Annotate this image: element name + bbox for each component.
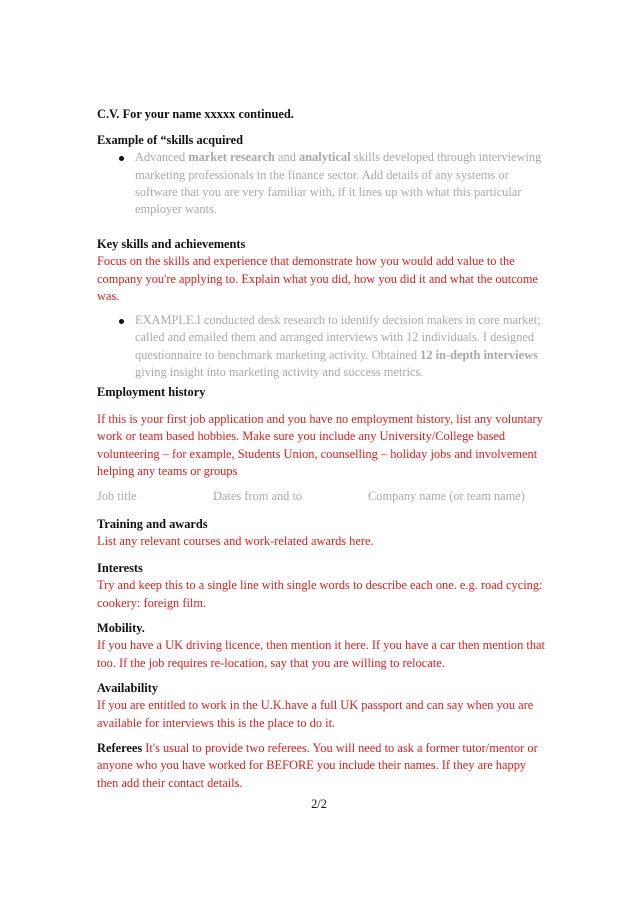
key-skills-instructions: Focus on the skills and experience that demonstrate how you would add value to the company you're applying to. Explain what you did, how you did it and what the outcome was.	[97, 254, 538, 303]
interests-section	[97, 560, 547, 612]
key-skills-bullet	[97, 312, 547, 381]
employment-instructions: If this is your first job application and you have no employment history, list any voluntary work or team based hobbies. Make sure you include any University/College based volunteering – for example, Students Union, counselling – holiday jobs and involvement helping any teams or groups	[97, 412, 543, 478]
skills-example-bullet	[97, 149, 547, 218]
availability-text: If you are entitled to work in the U.K.have a full UK passport and can say when you are available for interviews this is the place to do it.	[97, 698, 534, 730]
bullet-text: giving insight into marketing activity and success metrics.	[135, 364, 424, 379]
bullet-bold-text: 12 in-depth interviews	[420, 347, 538, 362]
skills-example-section	[97, 132, 547, 218]
key-skills-example	[97, 312, 547, 381]
interests-heading: Interests	[97, 561, 143, 575]
company-column: Company name (or team name)	[368, 489, 525, 503]
referees-heading: Referees	[97, 741, 143, 755]
page-title: C.V. For your name xxxxx continued.	[97, 107, 294, 121]
bullet-dot-icon	[119, 319, 124, 324]
training-section	[97, 516, 547, 551]
bullet-text: skills developed through interviewing marketing professionals in the finance sector. Add details of any systems or software that you are very familiar with, if it lines up with what this particular employer wants.	[135, 150, 542, 217]
bullet-text: Advanced	[135, 150, 189, 165]
training-heading: Training and awards	[97, 517, 208, 531]
skills-example-heading: Example of “skills acquired	[97, 133, 244, 147]
bullet-text: EXAMPLE.I conducted desk research to identify decision makers in core market; called and emailed them and arranged interviews with 12 individuals. I designed questionnaire to benchmark marketing activity. Obtained	[135, 313, 541, 362]
bullet-text: and	[274, 150, 300, 165]
job-title-column: Job title	[97, 489, 137, 503]
key-skills-heading: Key skills and achievements	[97, 237, 246, 251]
bullet-bold-text: analytical	[299, 150, 351, 165]
referees-text: It's usual to provide two referees. You will need to ask a former tutor/mentor or anyone who you have worked for BEFORE you include their names. If they are happy then add their contact details.	[97, 741, 538, 790]
interests-text: Try and keep this to a single line with single words to describe each one. e.g. road cycing: cookery: foreign film.	[97, 578, 543, 610]
bullet-bold-text: market research	[188, 150, 275, 165]
mobility-text: If you have a UK driving licence, then mention it here. If you have a car then mention that too. If the job requires re-location, say that you are willing to relocate.	[97, 638, 545, 670]
employment-heading: Employment history	[97, 385, 206, 399]
mobility-heading: Mobility.	[97, 621, 145, 635]
training-text: List any relevant courses and work-related awards here.	[97, 534, 374, 549]
dates-column: Dates from and to	[213, 489, 303, 503]
availability-heading: Availability	[97, 681, 159, 695]
referees-section	[97, 740, 547, 792]
availability-section	[97, 680, 547, 732]
bullet-dot-icon	[119, 156, 124, 161]
page-number: 2/2	[311, 797, 327, 811]
mobility-section	[97, 620, 547, 672]
key-skills-section	[97, 236, 547, 305]
